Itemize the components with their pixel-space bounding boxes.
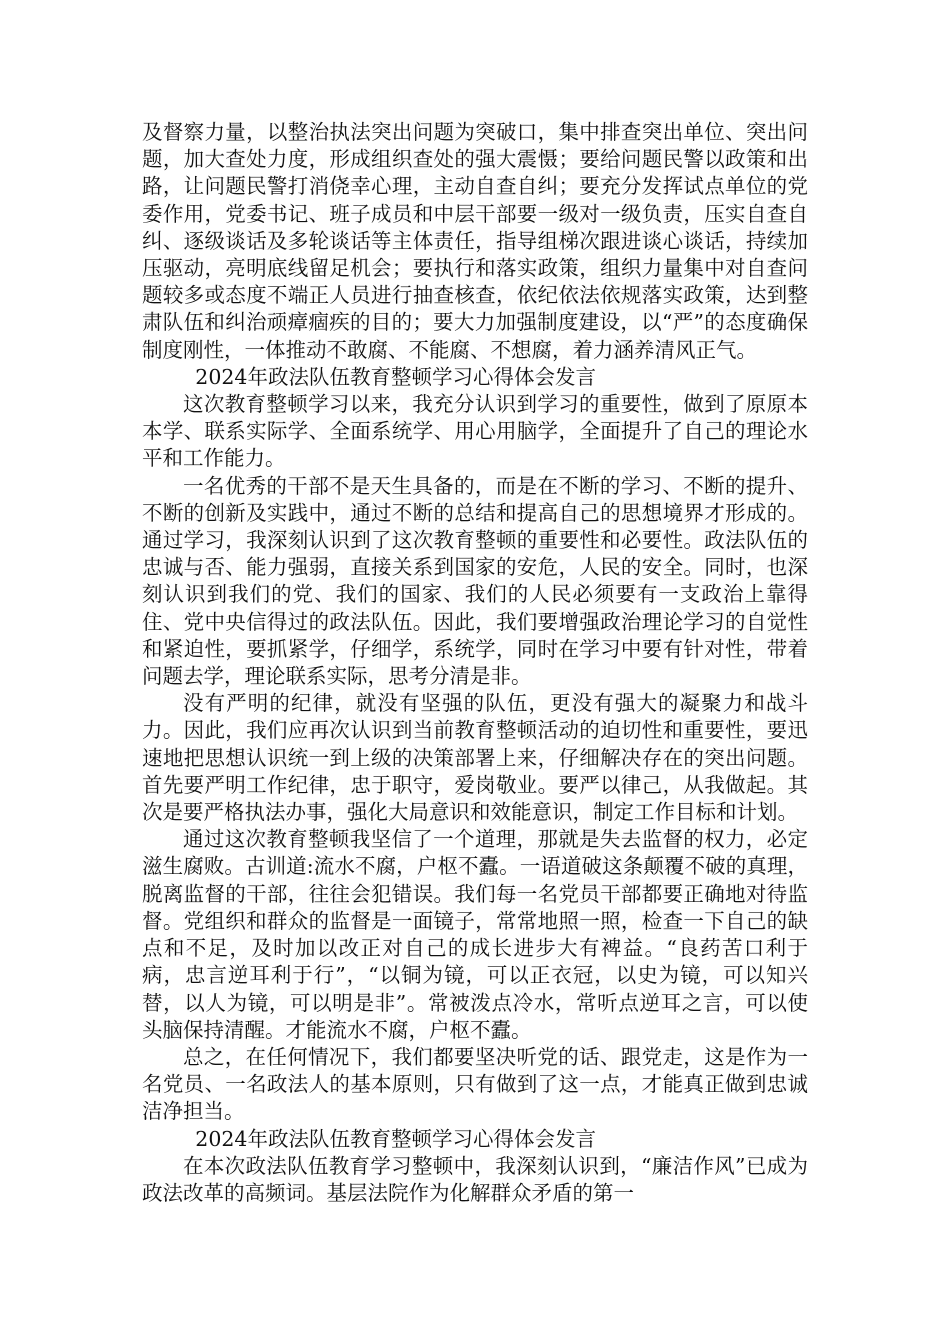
document-body xyxy=(142,119,808,1207)
paragraph-continued: 及督察力量，以整治执法突出问题为突破口，集中排查突出单位、突出问题，加大查处力度，形成组织查处的强大震慑；要给问题民警以政策和出路，让问题民警打消侥幸心理，主动自查自纠；要充分发挥试点单位的党委作用，党委书记、班子成员和中层干部要一级对一级负责，压实自查自纠、逐级谈话及多轮谈话等主体责任，指导组梯次跟进谈心谈话，持续加压驱动，亮明底线留足机会；要执行和落实政策，组织力量集中对自查问题较多或态度不端正人员进行抽查核查，依纪依法依规落实政策，达到整肃队伍和纠治顽瘴痼疾的目的；要大力加强制度建设，以“严”的态度确保制度刚性，一体推动不敢腐、不能腐、不想腐，着力涵养清风正气。 xyxy=(142,120,808,362)
paragraph: 通过这次教育整顿我坚信了一个道理，那就是失去监督的权力，必定滋生腐败。古训道:流水不腐，户枢不蠹。一语道破这条颠覆不破的真理，脱离监督的干部，往往会犯错误。我们每一名党员干部都要正确地对待监督。党组织和群众的监督是一面镜子，常常地照一照，检查一下自己的缺点和不足，及时加以改正对自己的成长进步大有裨益。“良药苦口利于病，忠言逆耳利于行”，“以铜为镜，可以正衣冠，以史为镜，可以知兴替，以人为镜，可以明是非”。常被泼点冷水，常听点逆耳之言，可以使头脑保持清醒。才能流水不腐，户枢不蠹。 xyxy=(142,827,808,1042)
paragraph: 总之，在任何情况下，我们都要坚决听党的话、跟党走，这是作为一名党员、一名政法人的基本原则，只有做到了这一点，才能真正做到忠诚洁净担当。 xyxy=(142,1044,808,1124)
paragraph: 没有严明的纪律，就没有坚强的队伍，更没有强大的凝聚力和战斗力。因此，我们应再次认识到当前教育整顿活动的迫切性和重要性，要迅速地把思想认识统一到上级的决策部署上来，仔细解决存在的突出问题。首先要严明工作纪律，忠于职守，爱岗敬业。要严以律己，从我做起。其次是要严格执法办事，强化大局意识和效能意识，制定工作目标和计划。 xyxy=(142,691,808,825)
paragraph: 在本次政法队伍教育学习整顿中，我深刻认识到，“廉洁作风”已成为政法改革的高频词。基层法院作为化解群众矛盾的第一 xyxy=(142,1153,808,1205)
section-heading: 2024年政法队伍教育整顿学习心得体会发言 xyxy=(195,1126,596,1151)
paragraph: 这次教育整顿学习以来，我充分认识到学习的重要性，做到了原原本本学、联系实际学、全面系统学、用心用脑学，全面提升了自己的理论水平和工作能力。 xyxy=(142,392,808,471)
paragraph: 一名优秀的干部不是天生具备的，而是在不断的学习、不断的提升、不断的创新及实践中，通过不断的总结和提高自己的思想境界才形成的。通过学习，我深刻认识到了这次教育整顿的重要性和必要性。政法队伍的忠诚与否、能力强弱，直接关系到国家的安危，人民的安全。同时，也深刻认识到我们的党、我们的国家、我们的人民必须要有一支政治上靠得住、党中央信得过的政法队伍。因此，我们要增强政治理论学习的自觉性和紧迫性，要抓紧学，仔细学，系统学，同时在学习中要有针对性，带着问题去学，理论联系实际，思考分清是非。 xyxy=(142,473,808,689)
section-heading: 2024年政法队伍教育整顿学习心得体会发言 xyxy=(195,364,596,389)
